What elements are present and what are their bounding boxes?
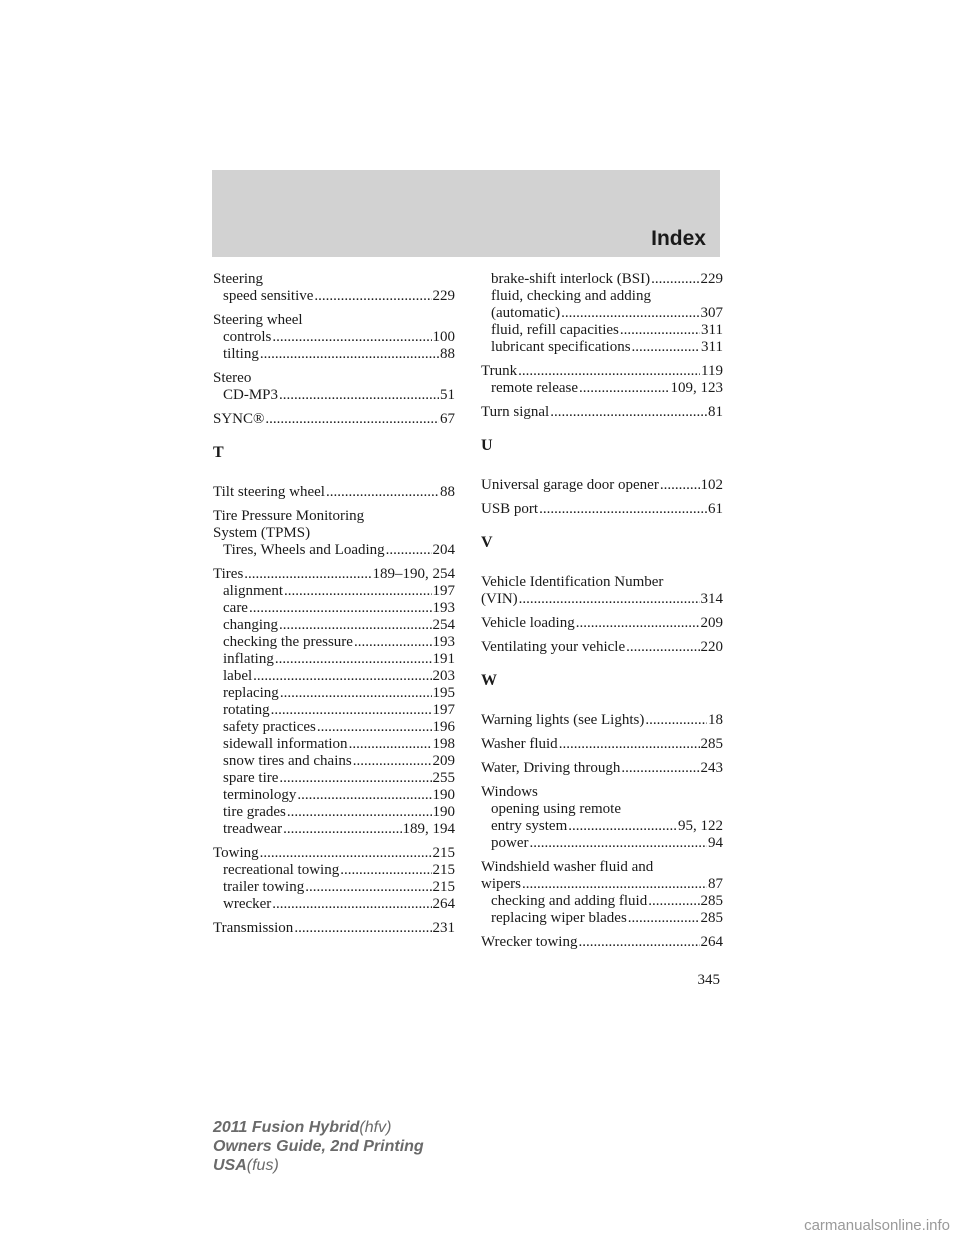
entry-term: Stereo bbox=[213, 370, 252, 386]
entry-page-ref: 100 bbox=[432, 329, 455, 345]
entry-term: checking the pressure bbox=[223, 634, 353, 650]
entry-term: Turn signal bbox=[481, 404, 550, 420]
dot-leader bbox=[260, 346, 439, 363]
entry-term: controls bbox=[223, 329, 272, 345]
index-entry-line bbox=[213, 484, 455, 501]
index-entry bbox=[481, 760, 723, 777]
entry-term: snow tires and chains bbox=[223, 753, 352, 769]
entry-page-ref: 189, 194 bbox=[402, 821, 455, 837]
dot-leader bbox=[568, 818, 677, 835]
dot-leader bbox=[317, 719, 432, 736]
entry-term: care bbox=[223, 600, 248, 616]
entry-page-ref: 311 bbox=[701, 339, 723, 355]
index-subentry-line bbox=[213, 770, 455, 787]
entry-page-ref: 215 bbox=[432, 862, 455, 878]
index-entry bbox=[213, 312, 455, 363]
index-entry-line bbox=[481, 859, 723, 876]
entry-page-ref: 209 bbox=[432, 753, 455, 769]
index-subentry-line bbox=[481, 271, 723, 288]
dot-leader bbox=[244, 566, 371, 583]
index-subentry-line bbox=[213, 329, 455, 346]
entry-page-ref: 193 bbox=[432, 634, 455, 650]
dot-leader bbox=[287, 804, 432, 821]
page-title: Index bbox=[651, 227, 706, 250]
entry-page-ref: 190 bbox=[432, 804, 455, 820]
index-entry-line bbox=[213, 845, 455, 862]
index-subentry-line bbox=[213, 702, 455, 719]
index-entry-line bbox=[481, 363, 723, 380]
index-entry-line bbox=[213, 370, 455, 387]
entry-page-ref: 119 bbox=[701, 363, 723, 379]
index-subentry-line bbox=[481, 835, 723, 852]
entry-page-ref: 204 bbox=[432, 542, 455, 558]
index-entry-line bbox=[481, 404, 723, 421]
entry-term: label bbox=[223, 668, 253, 684]
entry-term: opening using remote bbox=[491, 801, 621, 817]
dot-leader bbox=[271, 702, 432, 719]
entry-page-ref: 209 bbox=[700, 615, 723, 631]
entry-term: replacing bbox=[223, 685, 279, 701]
entry-term: Tire Pressure Monitoring bbox=[213, 508, 365, 524]
entry-page-ref: 307 bbox=[700, 305, 723, 321]
entry-term: Universal garage door opener bbox=[481, 477, 659, 493]
dot-leader bbox=[518, 363, 700, 380]
entry-term: inflating bbox=[223, 651, 274, 667]
index-entry bbox=[213, 271, 455, 305]
entry-term: Ventilating your vehicle bbox=[481, 639, 626, 655]
index-letter-heading: V bbox=[481, 534, 493, 551]
index-entry-line bbox=[213, 508, 455, 525]
index-entry-line bbox=[481, 574, 723, 591]
index-entry-line bbox=[481, 501, 723, 518]
index-entry-line bbox=[213, 312, 455, 329]
entry-page-ref: 285 bbox=[700, 910, 723, 926]
entry-page-ref: 264 bbox=[432, 896, 455, 912]
entry-page-ref: 95, 122 bbox=[678, 818, 723, 834]
entry-page-ref: 87 bbox=[708, 876, 723, 892]
entry-term: (automatic) bbox=[491, 305, 561, 321]
index-entry bbox=[213, 508, 455, 559]
entry-term: wrecker bbox=[223, 896, 272, 912]
index-subentry-line bbox=[213, 736, 455, 753]
index-entry bbox=[213, 411, 455, 428]
entry-term: alignment bbox=[223, 583, 283, 599]
dot-leader bbox=[578, 934, 699, 951]
dot-leader bbox=[354, 634, 432, 651]
dot-leader bbox=[272, 329, 431, 346]
entry-term: rotating bbox=[223, 702, 270, 718]
dot-leader bbox=[275, 651, 432, 668]
footer-edition: Owners Guide, 2nd Printing bbox=[213, 1138, 424, 1155]
index-entry bbox=[481, 477, 723, 494]
index-subentry-line bbox=[481, 380, 723, 397]
entry-page-ref: 18 bbox=[708, 712, 723, 728]
entry-page-ref: 102 bbox=[700, 477, 723, 493]
entry-term: SYNC® bbox=[213, 411, 265, 427]
entry-term: fluid, refill capacities bbox=[491, 322, 619, 338]
index-subentry-line bbox=[213, 685, 455, 702]
entry-page-ref: 190 bbox=[432, 787, 455, 803]
entry-page-ref: 197 bbox=[432, 702, 455, 718]
entry-page-ref: 81 bbox=[708, 404, 723, 420]
entry-term: brake-shift interlock (BSI) bbox=[491, 271, 651, 287]
entry-page-ref: 264 bbox=[700, 934, 723, 950]
index-subentry-line bbox=[213, 583, 455, 600]
dot-leader bbox=[530, 835, 708, 852]
entry-term: (VIN) bbox=[481, 591, 518, 607]
index-entry-line bbox=[213, 920, 455, 937]
dot-leader bbox=[579, 380, 669, 397]
index-entry bbox=[213, 484, 455, 501]
index-subentry-line bbox=[213, 719, 455, 736]
dot-leader bbox=[249, 600, 432, 617]
entry-page-ref: 203 bbox=[432, 668, 455, 684]
entry-term: spare tire bbox=[223, 770, 279, 786]
entry-page-ref: 285 bbox=[700, 893, 723, 909]
entry-term: Windows bbox=[481, 784, 538, 800]
index-subentry-line bbox=[213, 387, 455, 404]
dot-leader bbox=[648, 893, 699, 910]
entry-term: checking and adding fluid bbox=[491, 893, 648, 909]
dot-leader bbox=[539, 501, 707, 518]
index-subentry-line bbox=[213, 821, 455, 838]
entry-term: tire grades bbox=[223, 804, 286, 820]
index-subentry-line bbox=[213, 879, 455, 896]
index-entry-line bbox=[481, 876, 723, 893]
entry-term: lubricant specifications bbox=[491, 339, 631, 355]
entry-term: safety practices bbox=[223, 719, 316, 735]
index-entry-line bbox=[481, 934, 723, 951]
dot-leader bbox=[340, 862, 431, 879]
index-subentry-line bbox=[213, 862, 455, 879]
footer-market-code: (fus) bbox=[246, 1157, 279, 1174]
entry-term: replacing wiper blades bbox=[491, 910, 627, 926]
entry-term: USB port bbox=[481, 501, 539, 517]
dot-leader bbox=[265, 411, 439, 428]
index-column-left bbox=[213, 271, 455, 944]
entry-page-ref: 88 bbox=[440, 346, 455, 362]
index-letter-heading: W bbox=[481, 672, 497, 689]
entry-page-ref: 109, 123 bbox=[670, 380, 723, 396]
index-entry bbox=[481, 404, 723, 421]
index-subentry-line bbox=[481, 893, 723, 910]
dot-leader bbox=[550, 404, 707, 421]
entry-page-ref: 196 bbox=[432, 719, 455, 735]
index-subentry-line bbox=[481, 339, 723, 356]
index-entry-line bbox=[481, 784, 723, 801]
entry-term: Tilt steering wheel bbox=[213, 484, 325, 500]
dot-leader bbox=[620, 322, 700, 339]
index-entry-line bbox=[481, 712, 723, 729]
entry-term: CD-MP3 bbox=[223, 387, 279, 403]
dot-leader bbox=[660, 477, 700, 494]
watermark-link[interactable]: carmanualsonline.info bbox=[804, 1217, 950, 1234]
index-entry-line bbox=[481, 615, 723, 632]
index-subentry-line bbox=[213, 896, 455, 913]
entry-term: speed sensitive bbox=[223, 288, 314, 304]
index-subentry-line bbox=[213, 668, 455, 685]
index-subentry-line bbox=[481, 322, 723, 339]
entry-page-ref: 285 bbox=[700, 736, 723, 752]
dot-leader bbox=[326, 484, 439, 501]
dot-leader bbox=[651, 271, 699, 288]
entry-term: recreational towing bbox=[223, 862, 340, 878]
entry-term: entry system bbox=[491, 818, 568, 834]
entry-page-ref: 229 bbox=[700, 271, 723, 287]
index-subentry-line bbox=[213, 542, 455, 559]
index-entry bbox=[481, 271, 723, 356]
entry-page-ref: 220 bbox=[700, 639, 723, 655]
index-entry-line bbox=[213, 566, 455, 583]
index-entry-line bbox=[481, 477, 723, 494]
dot-leader bbox=[283, 821, 401, 838]
index-subentry-line bbox=[481, 305, 723, 322]
dot-leader bbox=[628, 910, 700, 927]
entry-term: remote release bbox=[491, 380, 579, 396]
footer-imprint bbox=[213, 1118, 424, 1175]
page-number: 345 bbox=[697, 972, 720, 988]
entry-term: Steering wheel bbox=[213, 312, 303, 328]
dot-leader bbox=[279, 770, 431, 787]
entry-term: terminology bbox=[223, 787, 297, 803]
entry-page-ref: 243 bbox=[700, 760, 723, 776]
index-subentry-line bbox=[213, 787, 455, 804]
entry-page-ref: 254 bbox=[432, 617, 455, 633]
dot-leader bbox=[645, 712, 707, 729]
entry-term: Tires, Wheels and Loading bbox=[223, 542, 385, 558]
entry-term: Wrecker towing bbox=[481, 934, 578, 950]
dot-leader bbox=[279, 617, 432, 634]
entry-page-ref: 67 bbox=[440, 411, 455, 427]
entry-term: Trunk bbox=[481, 363, 518, 379]
entry-page-ref: 94 bbox=[708, 835, 723, 851]
index-entry bbox=[481, 501, 723, 518]
entry-term: Vehicle Identification Number bbox=[481, 574, 664, 590]
index-entry bbox=[213, 370, 455, 404]
index-entry bbox=[481, 639, 723, 656]
index-subentry-line bbox=[481, 910, 723, 927]
dot-leader bbox=[305, 879, 431, 896]
entry-term: trailer towing bbox=[223, 879, 305, 895]
dot-leader bbox=[284, 583, 432, 600]
dot-leader bbox=[576, 615, 700, 632]
entry-page-ref: 215 bbox=[432, 879, 455, 895]
entry-page-ref: 255 bbox=[432, 770, 455, 786]
index-subentry-line bbox=[481, 288, 723, 305]
header-banner bbox=[212, 170, 720, 257]
dot-leader bbox=[297, 787, 431, 804]
index-subentry-line bbox=[213, 651, 455, 668]
index-entry-line bbox=[481, 591, 723, 608]
dot-leader bbox=[353, 753, 432, 770]
entry-term: wipers bbox=[481, 876, 521, 892]
index-subentry-line bbox=[213, 346, 455, 363]
entry-page-ref: 189–190, 254 bbox=[372, 566, 455, 582]
index-subentry-line bbox=[481, 818, 723, 835]
dot-leader bbox=[294, 920, 431, 937]
dot-leader bbox=[260, 845, 432, 862]
dot-leader bbox=[522, 876, 707, 893]
index-letter-heading: U bbox=[481, 437, 493, 454]
entry-term: changing bbox=[223, 617, 278, 633]
entry-term: Windshield washer fluid and bbox=[481, 859, 654, 875]
entry-page-ref: 51 bbox=[440, 387, 455, 403]
dot-leader bbox=[253, 668, 431, 685]
index-entry-line bbox=[213, 271, 455, 288]
entry-page-ref: 193 bbox=[432, 600, 455, 616]
entry-page-ref: 311 bbox=[701, 322, 723, 338]
index-entry bbox=[481, 712, 723, 729]
dot-leader bbox=[561, 305, 699, 322]
index-entry-line bbox=[213, 411, 455, 428]
index-subentry-line bbox=[213, 753, 455, 770]
index-entry-line bbox=[481, 736, 723, 753]
entry-page-ref: 88 bbox=[440, 484, 455, 500]
dot-leader bbox=[280, 685, 432, 702]
entry-term: Tires bbox=[213, 566, 244, 582]
entry-term: Washer fluid bbox=[481, 736, 558, 752]
index-subentry-line bbox=[213, 288, 455, 305]
dot-leader bbox=[519, 591, 700, 608]
dot-leader bbox=[349, 736, 432, 753]
index-letter-heading: T bbox=[213, 444, 224, 461]
entry-term: tilting bbox=[223, 346, 259, 362]
index-entry bbox=[213, 920, 455, 937]
footer-model: 2011 Fusion Hybrid bbox=[213, 1119, 360, 1136]
entry-page-ref: 197 bbox=[432, 583, 455, 599]
entry-term: Transmission bbox=[213, 920, 294, 936]
entry-term: fluid, checking and adding bbox=[491, 288, 651, 304]
footer-market: USA bbox=[213, 1157, 247, 1174]
dot-leader bbox=[314, 288, 431, 305]
entry-term: power bbox=[491, 835, 529, 851]
index-entry bbox=[481, 615, 723, 632]
entry-term: sidewall information bbox=[223, 736, 348, 752]
index-entry-line bbox=[481, 639, 723, 656]
index-entry bbox=[481, 574, 723, 608]
entry-page-ref: 229 bbox=[432, 288, 455, 304]
index-subentry-line bbox=[213, 634, 455, 651]
index-subentry-line bbox=[481, 801, 723, 818]
entry-page-ref: 191 bbox=[432, 651, 455, 667]
index-entry bbox=[213, 845, 455, 913]
entry-term: Vehicle loading bbox=[481, 615, 575, 631]
dot-leader bbox=[279, 387, 439, 404]
entry-term: Steering bbox=[213, 271, 263, 287]
index-subentry-line bbox=[213, 617, 455, 634]
entry-term: treadwear bbox=[223, 821, 283, 837]
dot-leader bbox=[621, 760, 699, 777]
entry-page-ref: 314 bbox=[700, 591, 723, 607]
index-entry bbox=[481, 363, 723, 397]
index-subentry-line bbox=[213, 600, 455, 617]
index-entry bbox=[481, 736, 723, 753]
index-subentry-line bbox=[213, 804, 455, 821]
index-column-right bbox=[481, 271, 723, 958]
entry-term: System (TPMS) bbox=[213, 525, 311, 541]
dot-leader bbox=[626, 639, 699, 656]
entry-term: Water, Driving through bbox=[481, 760, 621, 776]
entry-page-ref: 195 bbox=[432, 685, 455, 701]
entry-page-ref: 231 bbox=[432, 920, 455, 936]
index-entry bbox=[481, 784, 723, 852]
entry-term: Warning lights (see Lights) bbox=[481, 712, 645, 728]
dot-leader bbox=[386, 542, 432, 559]
index-entry-line bbox=[481, 760, 723, 777]
index-entry bbox=[481, 934, 723, 951]
entry-page-ref: 198 bbox=[432, 736, 455, 752]
entry-page-ref: 215 bbox=[432, 845, 455, 861]
dot-leader bbox=[559, 736, 700, 753]
footer-model-code: (hfv) bbox=[359, 1119, 392, 1136]
index-entry-line bbox=[213, 525, 455, 542]
dot-leader bbox=[632, 339, 701, 356]
index-entry bbox=[213, 566, 455, 838]
entry-page-ref: 61 bbox=[708, 501, 723, 517]
entry-term: Towing bbox=[213, 845, 259, 861]
dot-leader bbox=[272, 896, 431, 913]
index-entry bbox=[481, 859, 723, 927]
